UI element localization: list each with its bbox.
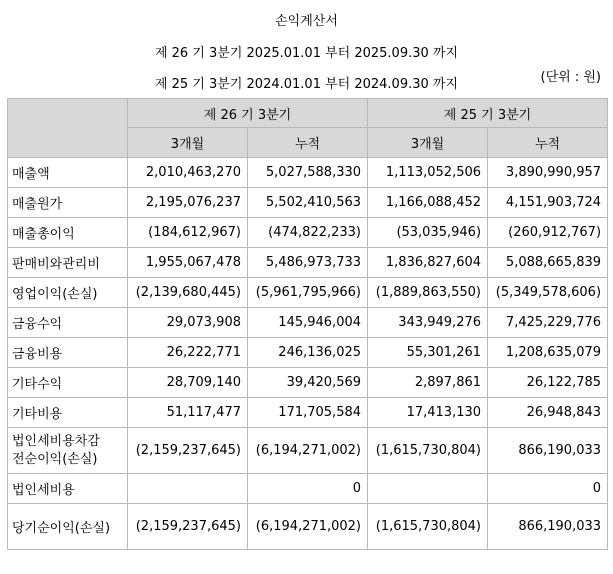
row-label-line: 법인세비용차감 bbox=[12, 433, 100, 449]
cell-value: 145,946,004 bbox=[248, 308, 368, 338]
statement-title: 손익계산서 bbox=[275, 14, 338, 29]
cell-value: 2,897,861 bbox=[368, 368, 488, 398]
table-row bbox=[8, 398, 608, 428]
row-label: 매출총이익 bbox=[8, 218, 128, 248]
cell-value: 26,222,771 bbox=[128, 338, 248, 368]
cell-value: 51,117,477 bbox=[128, 398, 248, 428]
table-row bbox=[8, 188, 608, 218]
cell-value: (184,612,967) bbox=[128, 218, 248, 248]
cell-value bbox=[128, 474, 248, 504]
cell-value: 171,705,584 bbox=[248, 398, 368, 428]
cell-value bbox=[368, 474, 488, 504]
cell-value: 1,113,052,506 bbox=[368, 158, 488, 188]
cell-value: 5,027,588,330 bbox=[248, 158, 368, 188]
cell-value: (1,615,730,804) bbox=[368, 428, 488, 474]
cell-value: 246,136,025 bbox=[248, 338, 368, 368]
cell-value: (260,912,767) bbox=[488, 218, 608, 248]
sub-header-cumulative: 누적 bbox=[488, 128, 608, 158]
cell-value: 5,486,973,733 bbox=[248, 248, 368, 278]
group-header-current: 제 26 기 3분기 bbox=[128, 99, 368, 128]
row-label: 법인세비용 bbox=[8, 474, 128, 504]
cell-value: 4,151,903,724 bbox=[488, 188, 608, 218]
cell-value: 39,420,569 bbox=[248, 368, 368, 398]
row-label: 판매비와관리비 bbox=[8, 248, 128, 278]
row-label: 당기순이익(손실) bbox=[8, 504, 128, 550]
cell-value: (5,961,795,966) bbox=[248, 278, 368, 308]
period-current: 제 26 기 3분기 2025.01.01 부터 2025.09.30 까지 bbox=[154, 46, 459, 61]
table-row bbox=[8, 248, 608, 278]
row-label: 매출액 bbox=[8, 158, 128, 188]
cell-value: 2,195,076,237 bbox=[128, 188, 248, 218]
row-label: 매출원가 bbox=[8, 188, 128, 218]
cell-value: (53,035,946) bbox=[368, 218, 488, 248]
cell-value: 5,502,410,563 bbox=[248, 188, 368, 218]
row-label: 금융비용 bbox=[8, 338, 128, 368]
cell-value: 7,425,229,776 bbox=[488, 308, 608, 338]
cell-value: (1,889,863,550) bbox=[368, 278, 488, 308]
table-row bbox=[8, 158, 608, 188]
table-row bbox=[8, 338, 608, 368]
cell-value: (2,159,237,645) bbox=[128, 504, 248, 550]
cell-value: (474,822,233) bbox=[248, 218, 368, 248]
cell-value: 1,166,088,452 bbox=[368, 188, 488, 218]
group-header-row bbox=[8, 99, 608, 128]
sub-header-3months: 3개월 bbox=[128, 128, 248, 158]
cell-value: 0 bbox=[248, 474, 368, 504]
header-corner bbox=[8, 99, 128, 158]
row-label: 금융수익 bbox=[8, 308, 128, 338]
cell-value: 866,190,033 bbox=[488, 504, 608, 550]
cell-value: 1,208,635,079 bbox=[488, 338, 608, 368]
sub-header-3months: 3개월 bbox=[368, 128, 488, 158]
cell-value: 28,709,140 bbox=[128, 368, 248, 398]
cell-value: 55,301,261 bbox=[368, 338, 488, 368]
cell-value: (2,159,237,645) bbox=[128, 428, 248, 474]
table-row bbox=[8, 368, 608, 398]
cell-value: 29,073,908 bbox=[128, 308, 248, 338]
row-label: 기타수익 bbox=[8, 368, 128, 398]
table-row bbox=[8, 218, 608, 248]
cell-value: 0 bbox=[488, 474, 608, 504]
cell-value: 1,955,067,478 bbox=[128, 248, 248, 278]
cell-value: (1,615,730,804) bbox=[368, 504, 488, 550]
cell-value: 5,088,665,839 bbox=[488, 248, 608, 278]
row-label: 영업이익(손실) bbox=[8, 278, 128, 308]
cell-value: 1,836,827,604 bbox=[368, 248, 488, 278]
cell-value: 26,122,785 bbox=[488, 368, 608, 398]
cell-value: (6,194,271,002) bbox=[248, 504, 368, 550]
cell-value: 3,890,990,957 bbox=[488, 158, 608, 188]
row-label-line: 전순이익(손실) bbox=[12, 451, 98, 467]
cell-value: 17,413,130 bbox=[368, 398, 488, 428]
cell-value: 2,010,463,270 bbox=[128, 158, 248, 188]
row-label bbox=[8, 428, 128, 474]
cell-value: 26,948,843 bbox=[488, 398, 608, 428]
sub-header-cumulative: 누적 bbox=[248, 128, 368, 158]
row-label: 기타비용 bbox=[8, 398, 128, 428]
period-prior: 제 25 기 3분기 2024.01.01 부터 2024.09.30 까지 bbox=[154, 77, 459, 92]
table-row bbox=[8, 474, 608, 504]
cell-value: (5,349,578,606) bbox=[488, 278, 608, 308]
table-row bbox=[8, 504, 608, 550]
cell-value: (2,139,680,445) bbox=[128, 278, 248, 308]
table-row bbox=[8, 278, 608, 308]
table-row bbox=[8, 428, 608, 474]
unit-label: (단위 : 원) bbox=[540, 70, 601, 85]
cell-value: (6,194,271,002) bbox=[248, 428, 368, 474]
cell-value: 866,190,033 bbox=[488, 428, 608, 474]
cell-value: 343,949,276 bbox=[368, 308, 488, 338]
income-statement-table bbox=[7, 98, 608, 550]
table-row bbox=[8, 308, 608, 338]
group-header-prior: 제 25 기 3분기 bbox=[368, 99, 608, 128]
